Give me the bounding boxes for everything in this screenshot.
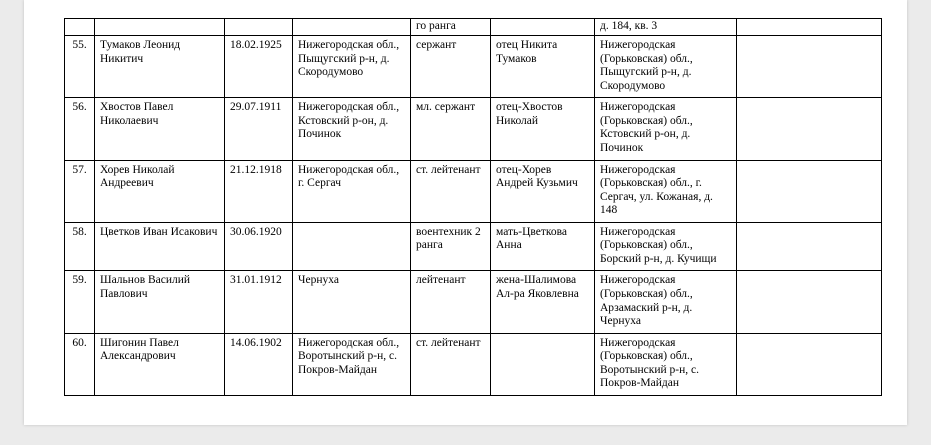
cell-place: Нижегородская обл., Пыщугский р-н, д. Скородумово <box>293 36 411 98</box>
cell-date: 31.01.1912 <box>225 271 293 333</box>
cell-date-partial <box>225 19 293 36</box>
cell-relative <box>491 333 595 395</box>
table-row <box>65 36 882 98</box>
cell-number: 57. <box>65 160 95 222</box>
cell-place <box>293 222 411 271</box>
cell-number: 59. <box>65 271 95 333</box>
table-container <box>64 18 881 396</box>
cell-last <box>737 271 882 333</box>
cell-rank: ст. лейтенант <box>411 333 491 395</box>
cell-date: 14.06.1902 <box>225 333 293 395</box>
cell-name: Цветков Иван Исакович <box>95 222 225 271</box>
cell-address: Нижегородская (Горьковская) обл., Арзамаский р-н, д. Чернуха <box>595 271 737 333</box>
table-row <box>65 222 882 271</box>
cell-relative: отец Никита Тумаков <box>491 36 595 98</box>
cell-address: Нижегородская (Горьковская) обл., г. Сергач, ул. Кожаная, д. 148 <box>595 160 737 222</box>
cell-relative-partial <box>491 19 595 36</box>
records-table <box>64 18 882 396</box>
cell-last <box>737 160 882 222</box>
cell-relative: жена-Шалимова Ал-ра Яковлевна <box>491 271 595 333</box>
table-row <box>65 333 882 395</box>
cell-rank-partial: го ранга <box>411 19 491 36</box>
table-row-partial <box>65 19 882 36</box>
cell-rank: воентехник 2 ранга <box>411 222 491 271</box>
cell-name: Шальнов Василий Павлович <box>95 271 225 333</box>
cell-date: 18.02.1925 <box>225 36 293 98</box>
cell-address: Нижегородская (Горьковская) обл., Кстовский р-он, д. Починок <box>595 98 737 160</box>
cell-name: Хорев Николай Андреевич <box>95 160 225 222</box>
cell-last <box>737 36 882 98</box>
table-row <box>65 98 882 160</box>
cell-address: Нижегородская (Горьковская) обл., Воротынский р-н, с. Покров-Майдан <box>595 333 737 395</box>
cell-last <box>737 98 882 160</box>
cell-place: Чернуха <box>293 271 411 333</box>
cell-rank: мл. сержант <box>411 98 491 160</box>
cell-place: Нижегородская обл., Кстовский р-он, д. Починок <box>293 98 411 160</box>
cell-address: Нижегородская (Горьковская) обл., Борский р-н, д. Кучищи <box>595 222 737 271</box>
cell-place: Нижегородская обл., г. Сергач <box>293 160 411 222</box>
cell-last <box>737 333 882 395</box>
cell-number: 58. <box>65 222 95 271</box>
cell-place: Нижегородская обл., Воротынский р-н, с. Покров-Майдан <box>293 333 411 395</box>
cell-date: 30.06.1920 <box>225 222 293 271</box>
cell-name: Тумаков Леонид Никитич <box>95 36 225 98</box>
document-page <box>24 0 907 425</box>
cell-name: Хвостов Павел Николаевич <box>95 98 225 160</box>
cell-address: Нижегородская (Горьковская) обл., Пыщугский р-н, д. Скородумово <box>595 36 737 98</box>
cell-place-partial <box>293 19 411 36</box>
table-row <box>65 160 882 222</box>
cell-rank: лейтенант <box>411 271 491 333</box>
cell-rank: ст. лейтенант <box>411 160 491 222</box>
records-table-body <box>65 19 882 396</box>
cell-relative: мать-Цветкова Анна <box>491 222 595 271</box>
cell-relative: отец-Хвостов Николай <box>491 98 595 160</box>
cell-relative: отец-Хорев Андрей Кузьмич <box>491 160 595 222</box>
cell-number: 56. <box>65 98 95 160</box>
cell-last-partial <box>737 19 882 36</box>
cell-rank: сержант <box>411 36 491 98</box>
cell-address-partial: д. 184, кв. 3 <box>595 19 737 36</box>
cell-name-partial <box>95 19 225 36</box>
cell-date: 29.07.1911 <box>225 98 293 160</box>
table-row <box>65 271 882 333</box>
cell-date: 21.12.1918 <box>225 160 293 222</box>
cell-name: Шигонин Павел Александрович <box>95 333 225 395</box>
cell-last <box>737 222 882 271</box>
cell-number: 60. <box>65 333 95 395</box>
cell-number: 55. <box>65 36 95 98</box>
cell-number-partial <box>65 19 95 36</box>
